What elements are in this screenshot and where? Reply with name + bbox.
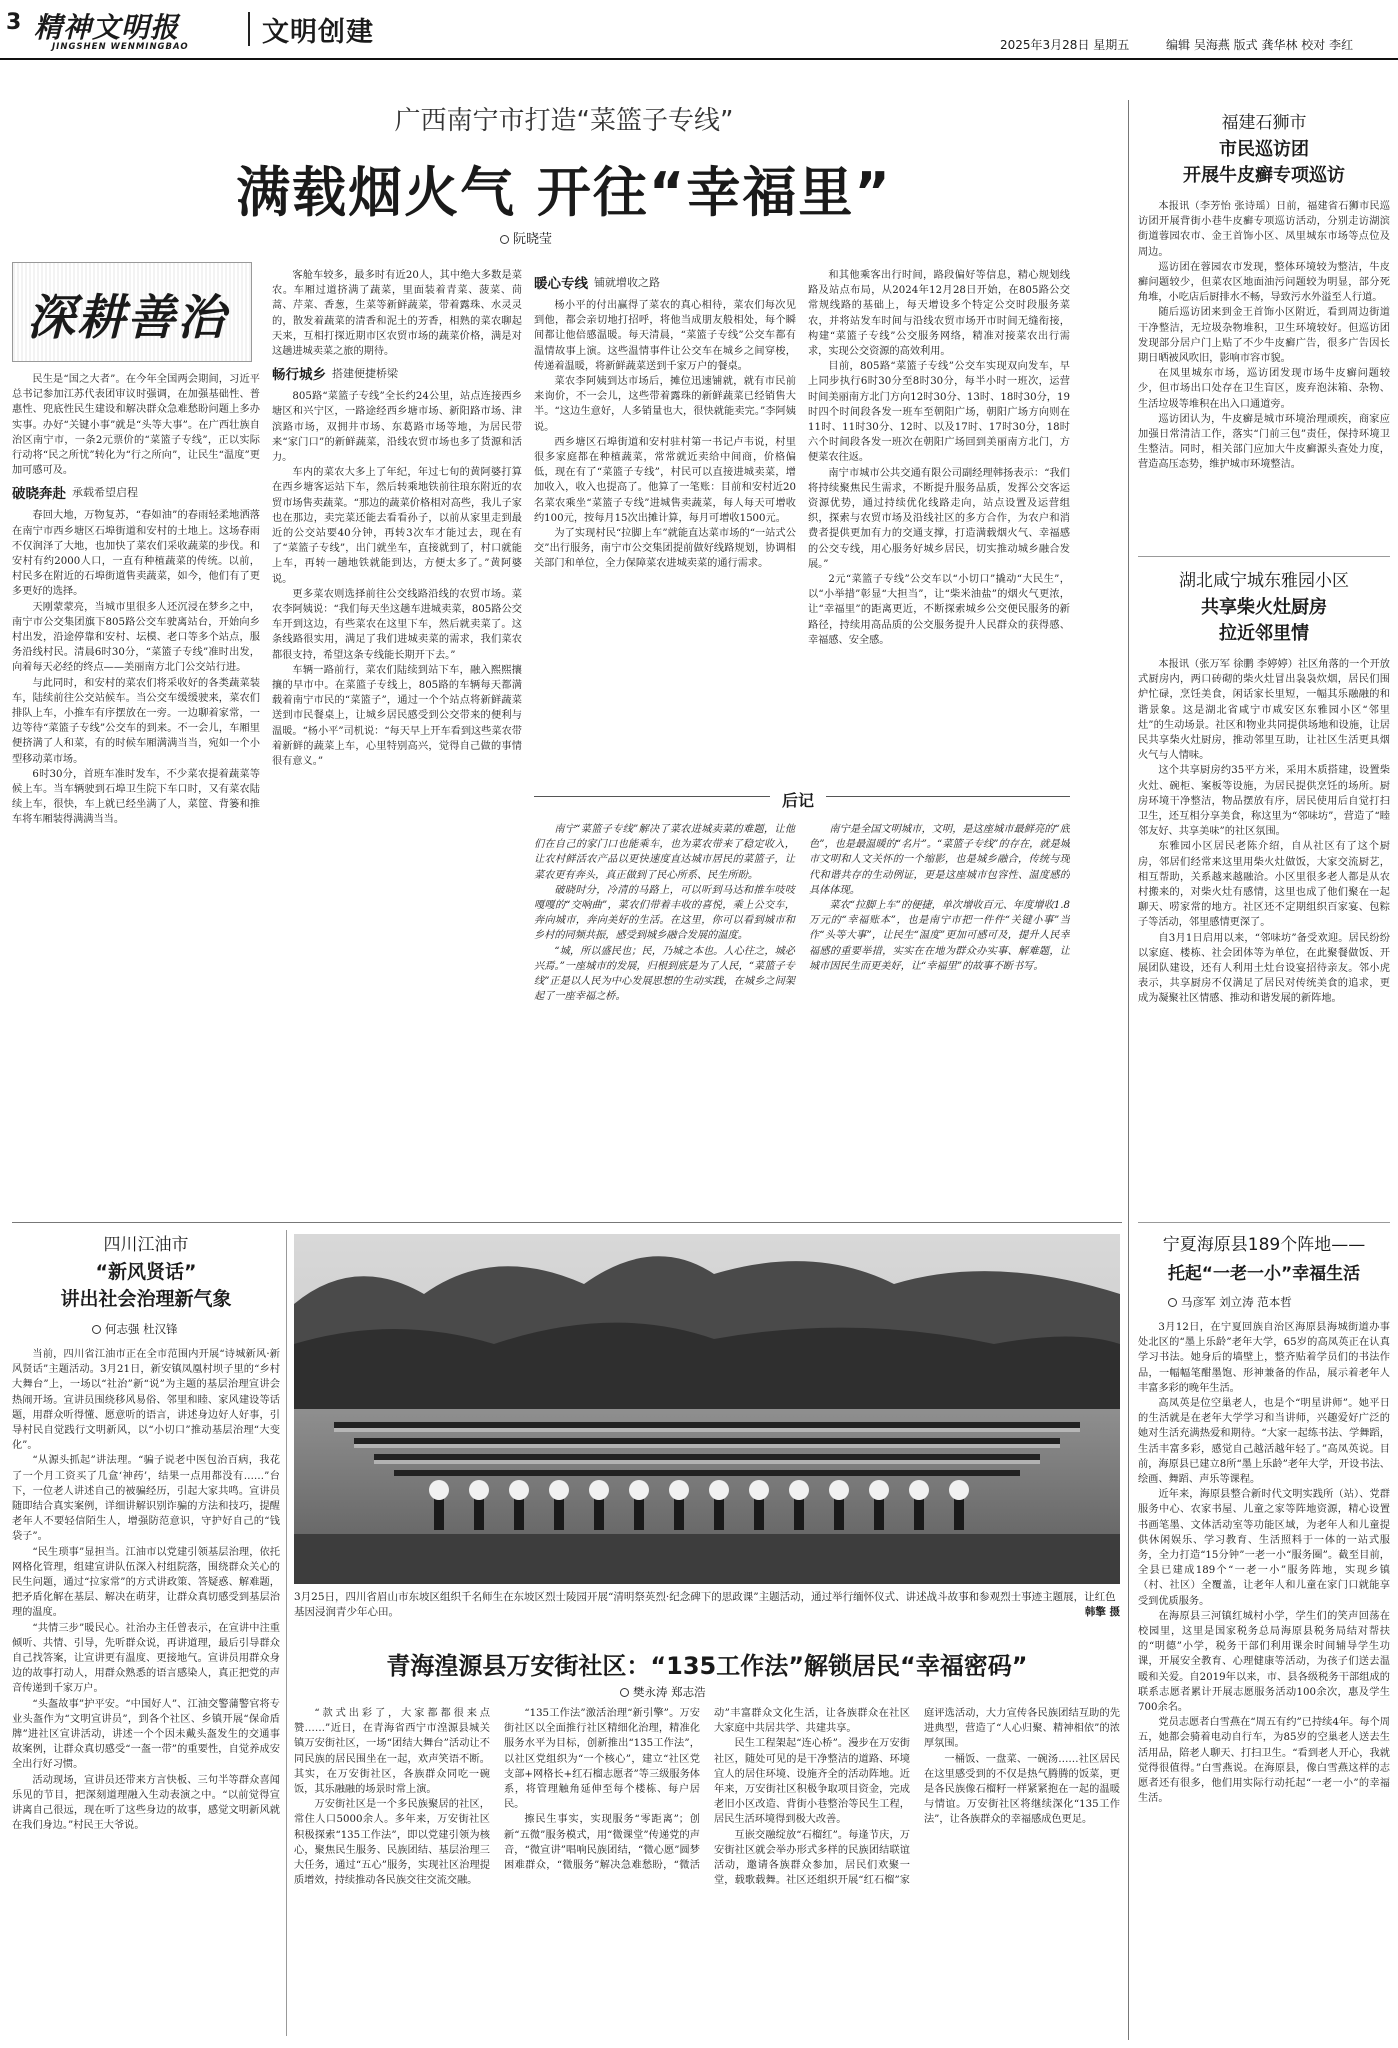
paragraph: 为了实现村民“拉脚上车”就能直达菜市场的“一站式公交”出行服务，南宁市公交集团提前做好线路规划，协调相关部门和单位，全力保障菜农进城卖菜的通行需求。: [534, 528, 796, 570]
side1-place: 福建石狮市: [1221, 113, 1307, 133]
masthead: [0, 0, 1398, 60]
bottom-headline: 青海湟源县万安街社区：“135工作法”解锁居民“幸福密码”: [386, 1652, 1028, 1680]
paragraph: 南宁市城市公共交通有限公司副经理韩扬表示：“我们将持续聚焦民生需求，不断提升服务品质，发挥公交客运资源优势，通过持续优化线路走向，站点设置及运营组织，探索与农贸市场及沿线社区的多方合作，为农户和消费者提供更加有力的交通支撑，打造满载烟火气、幸福感的公交专线，用心服务好城乡居民，切实推动城乡融合发展。”: [808, 467, 1070, 570]
paragraph: 3月12日，在宁夏回族自治区海原县海城街道办事处北区的“墨上乐龄”老年大学，65岁的高凤英正在认真学习书法。她身后的墙壁上，整齐贴着学员们的书法作品，一幅幅笔酣墨饱、形神兼备的作品，展示着老年人丰富多彩的晚年生活。: [1138, 1322, 1390, 1394]
pen-icon: [92, 1325, 101, 1334]
news-photo: [294, 1234, 1120, 1584]
bottom-story-body: [294, 1706, 1120, 2036]
paragraph: 6时30分，首班车准时发车，不少菜农提着蔬菜等候上车。当车辆驶到石埠卫生院下车口时，又有菜农陆续上车，很快，车上就已经坐满了人，菜筐、背篓和推车将车厢装得满满当当。: [12, 768, 260, 826]
pen-icon: [1168, 1298, 1177, 1307]
side3-title1: “新风贤话”: [95, 1261, 197, 1283]
paragraph: 互嵌交融绽放“石榴红”。每逢节庆，万安街社区就会举办形式多样的民族团结联谊活动，邀请各族群众参加，居民们欢聚一堂，载歌载舞。社区还组织开展“红石榴”家庭评选活动，大力宣传各民族团结互助的先进典型，营造了“人心归聚、精神相依”的浓厚氛围。: [714, 1708, 1120, 1887]
paragraph: 这个共享厨房约35平方米，采用木质搭建，设置柴火灶、碗柜、案板等设施，为居民提供烹饪的场所。厨房环境干净整洁，物品摆放有序，居民使用后自觉打扫卫生，还互相分享美食，称这里为“邻味坊”，营造了“睦邻友好、共享美味”的社区氛围。: [1138, 765, 1390, 838]
paragraph: 2元“菜篮子专线”公交车以“小切口”撬动“大民生”，以“小举措”彰显“大担当”，让“柴米油盐”的烟火气更浓，让“幸福里”的距离更近，不断探索城乡公交便民服务的新路径，持续用高品质的公交服务提升人民群众的获得感、幸福感、安全感。: [808, 574, 1070, 646]
side3-title2: 讲出社会治理新气象: [60, 1288, 232, 1310]
paragraph: “城，所以盛民也；民，乃城之本也。人心往之，城必兴焉。”一座城市的发展，归根到底是为了人民，“菜篮子专线”正是以人民为中心发展思想的生动实践，在城乡之间架起了一座幸福之桥。: [534, 945, 795, 1003]
lead-intro: 民生是“国之大者”。在今年全国两会期间，习近平总书记参加江苏代表团审议时强调，在加强基础性、普惠性、兜底性民生建设和解决群众急难愁盼问题上多办实事。办好“关键小事”就是“头等大事”。在广西壮族自治区南宁市，一条2元票价的“菜篮子专线”，正以实际行动将“民之所忧”转化为“行之所向”，让民生“温度”更加可感可及。: [12, 374, 260, 477]
paragraph: “头盔故事”护平安。“中国好人”、江油交警蒲警官将专业头盔作为“文明宣讲员”，到各个社区、乡镇开展“保命盾牌”进社区宣讲活动，讲述一个个因未戴头盔发生的交通事故案例，让群众真切感受“一盔一带”的重要性，自觉养成安全出行好习惯。: [12, 1698, 280, 1771]
photo-caption-text: 3月25日，四川省眉山市东坡区组织千名师生在东坡区烈士陵园开展“清明祭英烈·纪念碑下的思政课”主题活动，通过举行缅怀仪式、讲述战斗故事和参观烈士事迹主题展，让红色基因浸润青少年心田。: [294, 1591, 1116, 1618]
subhead-2: 畅行城乡 搭建便捷桥梁: [272, 367, 398, 384]
side1-title1: 市民巡访团: [1219, 139, 1309, 160]
paragraph: 天刚蒙蒙亮，当城市里很多人还沉浸在梦乡之中，南宁市公交集团旗下805路公交车驶离站台，开始向乡村出发，沿途停靠和安村、坛模、老口等多个站点，服务沿线村民。清晨6时30分，“菜篮子专线”准时出发，向着每天必经的终点——美丽南方北门公交站行进。: [12, 601, 260, 674]
editor-credits: 编辑 吴海燕 版式 龚华林 校对 李红: [1166, 38, 1354, 52]
paragraph: 破晓时分，冷清的马路上，可以听到马达和推车吱吱嘎嘎的“交响曲”，菜农们带着丰收的喜悦，乘上公交车，奔向城市，奔向美好的生活。在这里，你可以看到城市和乡村的同频共振，感受到城乡融合发展的温度。: [534, 884, 795, 942]
paragraph: 擦民生事实，实现服务“零距离”；创新“五微”服务模式，用“微课堂”传递党的声音，“微宣讲”唱响民族团结，“微心愿”圆梦困难群众，“微服务”解决急难愁盼，“微活动”丰富群众文化生活，让各族群众在社区大家庭中共居共学、共建共享。: [504, 1708, 910, 1872]
column-badge-text: 深耕善治: [27, 290, 228, 346]
paragraph: 西乡塘区石埠街道和安村驻村第一书记卢韦说，村里很多家庭都在种植蔬菜，常常就近卖给中间商，价格偏低，现在有了“菜篮子专线”，村民可以直接进城卖菜，增加收入，收入也提高了。他算了一笔账：目前和安村近20名菜农乘坐“菜篮子专线”进城售卖蔬菜，每人每天可增收约100元，按每月15次出摊计算，每月可增收1500元。: [534, 436, 796, 524]
lead-headline: 满载烟火气 开往“幸福里”: [236, 161, 892, 224]
lead-column-2: [272, 268, 522, 1214]
paragraph: 目前，805路“菜篮子专线”公交车实现双向发车，早上同步执行6时30分至8时30分，每半小时一班次，运营时间美丽南方北门方向12时30分、13时、18时30分，19时四个时间段各发一班车至朝阳广场，朝阳广场方向则在11时、11时30分、12时、以及17时、17时30分，18时六个时间段各发一班次在朝阳广场回到美丽南方北门，方便菜农往返。: [808, 361, 1070, 464]
paragraph: 在海原县三河镇红城村小学，学生们的笑声回荡在校园里，这里是国家税务总局海原县税务局结对帮扶的“明德”小学，税务干部们利用课余时间辅导学生功课，开展安全教育、心理健康等活动，为孩子们送去温暖和关爱。自2019年以来，市、县各级税务干部组成的联系志愿者累计开展志愿服务活动100余次，惠及学生700余名。: [1138, 1610, 1390, 1714]
logo-pinyin: JINGSHEN WENMINGBAO: [52, 42, 189, 52]
lead-column-4: [808, 268, 1070, 788]
lead-byline: [500, 228, 552, 247]
page-number: 3: [6, 10, 22, 35]
side-story-1: [1138, 108, 1390, 572]
paragraph: 菜农李阿姨到达市场后，摊位迅速铺就，就有市民前来询价，不一会儿，这些带着露珠的新鲜蔬菜已经销售大半。“这边生意好，人多销量也大，很快就能卖完。”李阿姨说。: [534, 376, 796, 433]
paragraph: 杨小平的付出赢得了菜农的真心相待，菜农们每次见到他，都会亲切地打招呼，将他当成朋友般相处，每个瞬间都让他倍感温暖。每天清晨，“菜篮子专线”公交车都有温情故事上演。这些温情事件让公交车在城乡之间穿梭，传递着温暖，将新鲜蔬菜送到千家万户的餐桌。: [534, 300, 796, 372]
paragraph: 菜农“拉脚上车”的便捷，单次增收百元、年度增收1.8万元的“幸福账本”，也是南宁市把一件件“关键小事”当作“头等大事”，让民生“温度”更加可感可及，提升人民幸福感的重要举措，实实在在地为群众办实事、解难题，让城市因民生而更美好，让“幸福里”的故事不断书写。: [809, 900, 1070, 972]
paragraph: 更多菜农则选择前往公交线路沿线的农贸市场。菜农李阿姨说：“我们每天坐这趟车进城卖菜，805路公交车开到这边，有些菜农在这里下车，然后就卖菜了。这条线路很实用，满足了我们进城卖菜的需求，我们菜农都很支持，希望这条专线能长期开下去。”: [272, 588, 522, 661]
lead-column-3: [534, 268, 796, 788]
side2-title1: 共享柴火灶厨房: [1201, 597, 1327, 618]
paragraph: 自3月1日启用以来，“邻味坊”备受欢迎。居民纷纷以家庭、楼栋、社会团体等为单位，在此聚餐做饭、开展团队建设，还有人利用土灶台设宴招待亲友。邻小虎表示，共享厨房不仅满足了居民对传统美食的追求，更成为凝聚社区情感、推动和谐发展的新阵地。: [1138, 932, 1390, 1005]
paragraph: 当前，四川省江油市正在全市范围内开展“诗城新风·新风贤话”主题活动。3月21日，新安镇凤凰村坝子里的“乡村大舞台”上，一场以“社治”新“说”为主题的基层治理宣讲会热闹开场。宣讲员围绕移风易俗、邻里和睦、家风建设等话题，用群众听得懂、愿意听的语言，讲述身边好人好事，引导村民自觉践行文明新风，以“小切口”推动基层治理“大变化”。: [12, 1349, 280, 1452]
paragraph: 东雅园小区居民老陈介绍，自从社区有了这个厨房，邻居们经常来这里用柴火灶做饭，大家交流厨艺，相互帮助，关系越来越融洽。小区里很多老人都是从农村搬来的，对柴火灶有感情，这里也成了他们聚在一起聊天、唠家常的地方。社区还不定期组织百家宴、包粽子等活动，邻里感情更深了。: [1138, 841, 1390, 929]
paragraph: 车内的菜农大多上了年纪，年过七旬的黄阿婆打算在西乡塘客运站下车，然后转乘地铁前往琅东附近的农贸市场售卖蔬菜。“那边的蔬菜价格相对高些，我儿子家也在那边，卖完菜还能去看看孙子，以前从家里走到最近的公交站要40分钟，再转3次车才能过去，现在有了“菜篮子专线”，出门就坐车，直接就到了，村口就能上车，再转一趟地铁就能到达，方便太多了。”黄阿婆说。: [272, 467, 522, 585]
paragraph: 高凤英是位空巢老人，也是个“明星讲师”。她平日的生活就是在老年大学学习和当讲师，兴趣爱好广泛的她对生活充满热爱和期待。“大家一起练书法、学舞蹈，生活丰富多彩，感觉自己越活越年轻了。”高凤英说。目前，海原县已建立8所“墨上乐龄”老年大学，开设书法、绘画、舞蹈、声乐等课程。: [1138, 1398, 1390, 1486]
paragraph: 本报讯（李芳怡 张诗瑶）日前，福建省石狮市民巡访团开展背街小巷牛皮癣专项巡访活动，分别走访湖滨街道蓉园农市、金王首饰小区、凤里城东市场等点位及周边。: [1138, 201, 1390, 258]
side4-title1: 宁夏海原县189个阵地——: [1162, 1235, 1366, 1255]
afterword: [534, 822, 1070, 1212]
paragraph: 本报讯（张万军 徐鹏 李婷婷）社区角落的一个开放式厨房内，两口砖砌的柴火灶冒出袅袅炊烟，居民们围炉忙碌，烹饪美食，闲话家长里短，一幅其乐融融的和谐景象。这是湖北省咸宁市咸安区东雅园小区“邻里灶”的生动场景。社区和物业共同提供场地和设施，让居民共享柴火灶厨房，推动邻里互助，让社区生活更具烟火气与人情味。: [1138, 659, 1390, 762]
side2-place: 湖北咸宁城东雅园小区: [1179, 571, 1349, 591]
lead-kicker: 广西南宁市打造“菜篮子专线”: [394, 106, 734, 136]
paragraph: 巡访团在蓉园农市发现，整体环境较为整洁，牛皮癣问题较少，但菜农区地面油污问题较为明显，部分死角堆，小吃店后厨排水不畅，导致污水外溢至人行道。: [1138, 261, 1390, 304]
column-badge: [12, 262, 252, 362]
newspaper-logo: 精神文明报: [34, 11, 180, 44]
paragraph: 南宁“菜篮子专线”解决了菜农进城卖菜的难题，让他们在自己的家门口也能乘车，也为菜农带来了稳定收入，让农村鲜活农产品以更快速度直达城市居民的菜篮子，让菜农更有奔头，真正做到了民心所系、民生所盼。: [534, 824, 795, 881]
memorial-ceremony-photo: [294, 1234, 1120, 1584]
paragraph: 在凤里城东市场，巡访团发现市场牛皮癣问题较少，但市场出口处存在卫生盲区，废弃泡沫箱、杂物、生活垃圾等堆积在出入口通道旁。: [1138, 368, 1390, 410]
paragraph: 随后巡访团来到金王首饰小区附近，看到周边街道干净整洁，无垃圾杂物堆积，卫生环境较好。但巡访团发现部分居户门上贴了不少牛皮癣广告，很多广告因长期日晒被风吹旧，影响市容市貌。: [1138, 307, 1390, 365]
paragraph: 与此同时，和安村的菜农们将采收好的各类蔬菜装车，陆续前往公交站候车。当公交车缓缓驶来，菜农们排队上车，小推车有序摆放在一旁。一边聊着家常，一边等待“菜篮子专线”公交车的到来。不一会儿，车厢里便挤满了人和菜，有的时候车厢满满当当，宛如一个小型移动菜市场。: [12, 677, 260, 765]
paragraph: “135工作法”激活治理“新引擎”。万安街社区以全面推行社区精细化治理，精准化服务水平为目标，创新推出“135工作法”，以社区党组织为“一个核心”，建立“社区党支部+网格长+红石榴志愿者”等三级服务体系，将管理触角延伸至每个楼栋、每户居民。: [504, 1708, 700, 1811]
paragraph: 和其他乘客出行时间，路段偏好等信息，精心规划线路及站点布局，从2024年12月28日开始，在805路公交常规线路的基础上，每天增设多个特定公交时段服务菜农，并将站发车时间与沿线农贸市场开市时间无缝衔接，构建“菜篮子专线”公交服务网络，精准对接菜农出行需求，实现公交资源的高效利用。: [808, 270, 1070, 358]
section-title: 文明创建: [262, 17, 374, 48]
subhead-1: 破晓奔赴 承载希望启程: [12, 486, 138, 503]
side1-title2: 开展牛皮癣专项巡访: [1183, 165, 1345, 186]
paragraph: “共情三步”暖民心。社治办主任曾表示，在宣讲中注重倾听、共情、引导，先听群众说，再讲道理，最后引导群众自己找答案，让宣讲更有温度、更接地气。宣讲员用群众身边的故事打动人，用群众熟悉的语言感染人，真正把党的声音传递到千家万户。: [12, 1622, 280, 1695]
issue-date: 2025年3月28日 星期五: [1000, 38, 1130, 52]
side2-title2: 拉近邻里情: [1219, 623, 1309, 644]
paragraph: 近年来，海原县整合新时代文明实践所（站）、党群服务中心、农家书屋、儿童之家等阵地资源，精心设置书画笔墨、文体活动室等功能区域，为老年人和儿童提供休闲娱乐、学习教育、生活照料于一体的一站式服务，全力打造“15分钟”一老一小“服务圈”。截至目前，全县已建成189个“一老一小”服务阵地，实现乡镇（村、社区）全覆盖，让老年人和儿童在家门口就能享受到优质服务。: [1138, 1489, 1390, 1607]
photo-caption: [294, 1590, 1120, 1620]
side4-title2: 托起“一老一小”幸福生活: [1167, 1264, 1361, 1284]
lead-column-1: [12, 372, 260, 1214]
side3-byline: 何志强 杜汉锋: [92, 1321, 280, 1337]
paragraph: 春回大地，万物复苏，“春如油”的春雨轻柔地洒落在南宁市西乡塘区石埠街道和安村的土地上。这场春雨不仅润泽了大地，也加快了菜农们采收蔬菜的步伐。和安村有约2000人口，一直有种植蔬菜的传统。以前，村民多在附近的石埠街道售卖蔬菜，如今，他们有了更多更好的选择。: [12, 510, 260, 598]
paragraph: “款式出彩了，大家都都很来点赞……”近日，在青海省西宁市湟源县城关镇万安街社区，一场“团结大舞台”活动让不同民族的居民围坐在一起，欢声笑语不断。其实，在万安街社区，各族群众同吃一碗饭，其乐融融的场景时常上演。: [294, 1708, 490, 1796]
afterword-title: 后记: [770, 788, 826, 811]
paragraph: 南宁是全国文明城市，文明，是这座城市最鲜亮的“底色”，也是最温暖的“名片”。“菜篮子专线”的存在，就是城市文明和人文关怀的一个缩影，也是城乡融合，传统与现代和谐共存的生动例证，更是这座城市包容性、温度感的具体体现。: [809, 824, 1070, 896]
paragraph: 活动现场，宣讲员还带来方言快板、三句半等群众喜闻乐见的节目，把深刻道理融入生动表演之中。“以前觉得宣讲离自己很远，现在听了这些身边的故事，感觉文明新风就在我们身边。”村民王大爷说。: [12, 1774, 280, 1832]
side4-byline: 马彦军 刘立涛 范本哲: [1168, 1294, 1390, 1310]
lead-byline-text: 阮晓莹: [513, 232, 553, 247]
paragraph: “从源头抓起”讲法理。“骗子说老中医包治百病，我花了一个月工资买了几盒‘神药’，结果一点用都没有……”台下，一位老人讲述自己的被骗经历，引起大家共鸣。宣讲员随即结合真实案例，详细讲解识别诈骗的方法和技巧，提醒老年人不要轻信陌生人，增强防范意识，守护好自己的“钱袋子”。: [12, 1455, 280, 1543]
side-story-4: [1138, 1230, 1390, 2036]
bottom-byline: 樊永涛 郑志浩: [620, 1684, 706, 1700]
paragraph: “民生琐事”显担当。江油市以党建引领基层治理，依托网格化管理，组建宣讲队伍深入村组院落，围绕群众关心的民生问题，通过“拉家常”的方式讲政策、答疑惑、解难题，把矛盾化解在基层、解决在萌芽，让群众真切感受到基层治理的温度。: [12, 1546, 280, 1619]
side-story-3: [12, 1230, 280, 2036]
paragraph: 万安街社区是一个多民族聚居的社区，常住人口5000余人。多年来，万安街社区积极探索“135工作法”，即以党建引领为核心，聚焦民生服务、民族团结、基层治理三大任务，通过“五心”服务，实现社区治理提质增效，持续推动各民族交往交流交融。: [294, 1799, 490, 1887]
pen-icon: [500, 235, 509, 244]
paragraph: 客舱车较多，最多时有近20人，其中绝大多数是菜农。车厢过道挤满了蔬菜，里面装着青菜、菠菜、茼蒿、芹菜、香葱，生菜等新鲜蔬菜，带着露珠、水灵灵的，散发着蔬菜的清香和泥土的芳香，相熟的菜农聊起天来，互相打探近期市区农贸市场的蔬菜价格，满是对这趟进城卖菜之旅的期待。: [272, 270, 522, 358]
paragraph: 党员志愿者白雪燕在“周五有约”已持续4年。每个周五，她都会骑着电动自行车，为85岁的空巢老人送去生活用品，陪老人聊天、打扫卫生。“看到老人开心，我就觉得很值得。”白雪燕说。在海原县，像白雪燕这样的志愿者还有很多，他们用实际行动托起“一老一小”的幸福生活。: [1138, 1717, 1390, 1805]
photo-credit: 韩擎 摄: [1084, 1606, 1120, 1618]
paragraph: 巡访团认为，牛皮癣是城市环境治理顽疾，商家应加强日常清洁工作，落实“门前三包”责任，保持环境卫生整洁。同时，相关部门应加大牛皮癣源头查处力度，营造高压态势，维护城市环境整洁。: [1138, 413, 1390, 471]
paragraph: 805路“菜篮子专线”全长约24公里，站点连接西乡塘区和兴宁区，一路途经西乡塘市场、新阳路市场、津滨路市场，双拥井市场、东葛路市场等地，为居民带来“家门口”的新鲜蔬菜，沿线农贸市场也多了货源和活力。: [272, 391, 522, 464]
side3-place: 四川江油市: [103, 1235, 189, 1255]
subhead-3: 暖心专线 铺就增收之路: [534, 276, 660, 292]
pen-icon: [620, 1688, 629, 1697]
paragraph: 一桶饭、一盘菜、一碗汤……社区居民在这里感受到的不仅是热气腾腾的饭菜，更是各民族像石榴籽一样紧紧抱在一起的温暖与情谊。万安街社区将继续深化“135工作法”，让各族群众的幸福感成色更足。: [924, 1753, 1120, 1826]
side-story-2: [1138, 566, 1390, 1226]
paragraph: 民生工程架起“连心桥”。漫步在万安街社区，随处可见的是干净整洁的道路、环境宜人的居住环境、设施齐全的活动阵地。近年来，万安街社区积极争取项目资金，完成老旧小区改造、背街小巷整治等民生工程，居民生活环境得到极大改善。: [714, 1738, 910, 1826]
paragraph: 车辆一路前行，菜农们陆续到站下车，融入熙熙攘攘的早市中。在菜篮子专线上，805路的车辆每天都满载着南宁市民的“菜篮子”，通过一个个站点将新鲜蔬菜送到市民餐桌上，让城乡居民感受到公交带来的便利与温暖。“杨小平”司机说：“每天早上开车看到这些菜农带着新鲜的蔬菜上车，心里特别高兴，觉得自己做的事情很有意义。”: [272, 664, 522, 768]
